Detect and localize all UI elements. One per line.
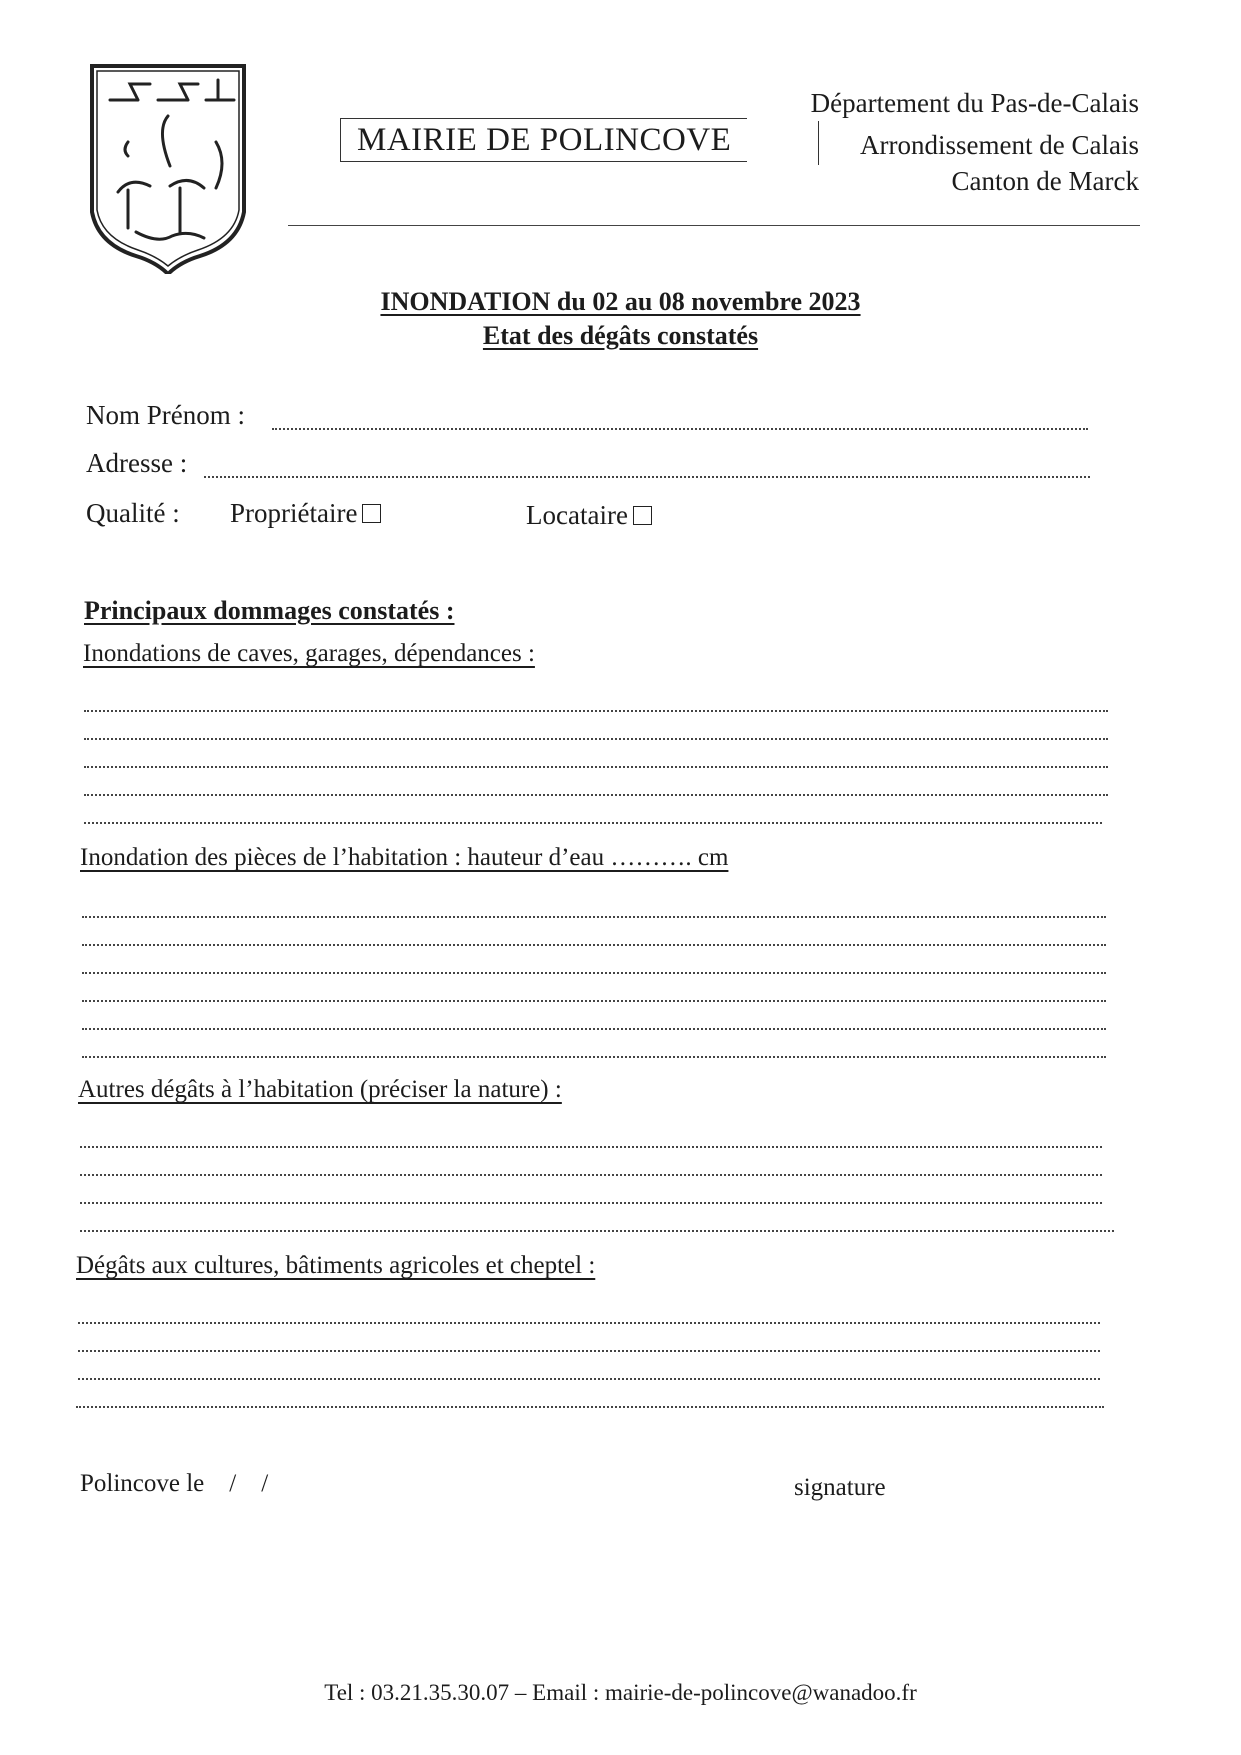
coat-of-arms-logo — [88, 62, 250, 274]
locataire-checkbox[interactable] — [633, 506, 652, 525]
arrondissement-label: Arrondissement de Calais — [860, 130, 1139, 160]
nom-prenom-label: Nom Prénom : — [86, 400, 245, 430]
qualite-label: Qualité : — [86, 498, 180, 528]
cultures-line-4[interactable] — [76, 1392, 1104, 1408]
locataire-label: Locataire — [526, 500, 628, 530]
mairie-box-right-bar — [818, 121, 819, 165]
pieces-heading: Inondation des pièces de l’habitation : hauteur d’eau ………. cm — [80, 844, 729, 871]
autres-line-1[interactable] — [80, 1132, 1102, 1148]
canton-label: Canton de Marck — [951, 166, 1139, 196]
nom-prenom-field[interactable] — [272, 414, 1088, 430]
lieu-date-label: Polincove le / / — [80, 1470, 269, 1497]
document-title-line2: Etat des dégâts constatés — [482, 321, 759, 350]
adresse-label: Adresse : — [86, 448, 188, 478]
damages-section-title: Principaux dommages constatés : — [84, 596, 455, 625]
proprietaire-option[interactable] — [230, 498, 381, 529]
caves-line-5[interactable] — [84, 808, 1102, 824]
proprietaire-checkbox[interactable] — [362, 504, 381, 523]
departement-label: Département du Pas-de-Calais — [810, 88, 1139, 118]
autres-line-2[interactable] — [80, 1160, 1102, 1176]
pieces-line-1[interactable] — [82, 902, 1106, 918]
pieces-line-5[interactable] — [82, 1014, 1106, 1030]
autres-line-3[interactable] — [80, 1188, 1102, 1204]
header-divider — [288, 225, 1140, 226]
caves-heading: Inondations de caves, garages, dépendances : — [83, 640, 535, 667]
cultures-line-2[interactable] — [78, 1336, 1100, 1352]
locataire-option[interactable] — [526, 500, 652, 531]
cultures-line-3[interactable] — [78, 1364, 1100, 1380]
autres-heading: Autres dégâts à l’habitation (préciser la nature) : — [78, 1076, 562, 1103]
caves-line-1[interactable] — [84, 696, 1108, 712]
pieces-line-2[interactable] — [82, 930, 1106, 946]
contact-footer: Tel : 03.21.35.30.07 – Email : mairie-de-polincove@wanadoo.fr — [324, 1680, 917, 1705]
signature-label: signature — [794, 1474, 886, 1501]
caves-line-4[interactable] — [84, 780, 1108, 796]
proprietaire-label: Propriétaire — [230, 498, 358, 528]
caves-line-2[interactable] — [84, 724, 1108, 740]
document-subtitle — [0, 321, 1241, 351]
pieces-line-4[interactable] — [82, 986, 1106, 1002]
document-title — [0, 287, 1241, 317]
mairie-title-box: MAIRIE DE POLINCOVE — [340, 118, 747, 162]
cultures-heading: Dégâts aux cultures, bâtiments agricoles et cheptel : — [76, 1252, 596, 1279]
adresse-field[interactable] — [204, 462, 1090, 478]
cultures-line-1[interactable] — [78, 1308, 1100, 1324]
autres-line-4[interactable] — [80, 1216, 1114, 1232]
pieces-line-6[interactable] — [82, 1042, 1106, 1058]
document-title-line1: INONDATION du 02 au 08 novembre 2023 — [380, 287, 861, 316]
caves-line-3[interactable] — [84, 752, 1108, 768]
pieces-line-3[interactable] — [82, 958, 1106, 974]
